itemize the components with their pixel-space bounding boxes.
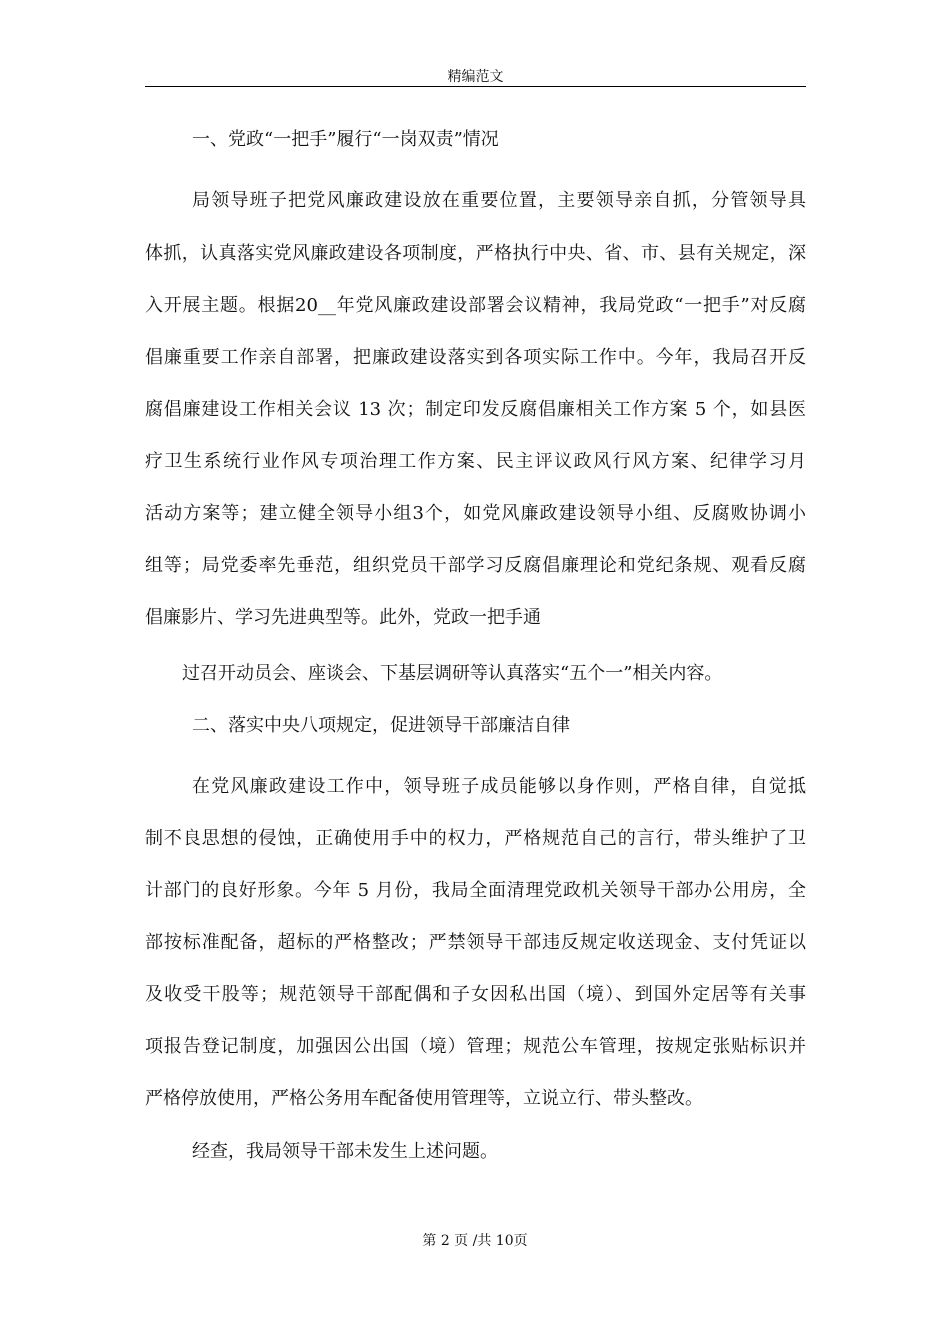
paragraph-line: 制不良思想的侵蚀，正确使用手中的权力，严格规范自己的言行，带头维护了卫 — [145, 828, 806, 849]
paragraph-line: 计部门的良好形象。今年 5 月份，我局全面清理党政机关领导干部办公用房，全 — [145, 880, 806, 901]
page-number: 第 2 页 /共 10页 — [422, 1233, 528, 1249]
paragraph-line: 腐倡廉建设工作相关会议 13 次；制定印发反腐倡廉相关工作方案 5 个，如县医 — [145, 399, 806, 420]
paragraph-line: 在党风廉政建设工作中，领导班子成员能够以身作则，严格自律，自觉抵 — [192, 776, 806, 797]
paragraph-line: 疗卫生系统行业作风专项治理工作方案、民主评议政风行风方案、纪律学习月 — [145, 451, 806, 472]
paragraph-line: 及收受干股等；规范领导干部配偶和子女因私出国（境）、到国外定居等有关事 — [145, 984, 806, 1005]
section-heading-1: 一、党政“一把手”履行“一岗双责”情况 — [192, 129, 499, 150]
paragraph-line: 体抓，认真落实党风廉政建设各项制度，严格执行中央、省、市、县有关规定，深 — [145, 243, 806, 264]
paragraph-line: 活动方案等；建立健全领导小组3个，如党风廉政建设领导小组、反腐败协调小 — [145, 503, 806, 524]
paragraph-line: 倡廉影片、学习先进典型等。此外，党政一把手通 — [145, 607, 541, 628]
paragraph-line: 组等；局党委率先垂范，组织党员干部学习反腐倡廉理论和党纪条规、观看反腐 — [145, 555, 806, 576]
page-header — [145, 70, 806, 87]
paragraph-line: 部按标准配备，超标的严格整改；严禁领导干部违反规定收送现金、支付凭证以 — [145, 932, 806, 953]
section-heading-2: 二、落实中央八项规定，促进领导干部廉洁自律 — [192, 715, 570, 736]
header-title: 精编范文 — [447, 69, 504, 85]
page-footer — [0, 1233, 950, 1249]
paragraph-4: 经查，我局领导干部未发生上述问题。 — [192, 1141, 498, 1162]
paragraph-line: 入开展主题。根据20__年党风廉政建设部署会议精神，我局党政“一把手”对反腐 — [145, 295, 806, 316]
paragraph-line: 项报告登记制度，加强因公出国（境）管理；规范公车管理，按规定张贴标识并 — [145, 1036, 806, 1057]
paragraph-2: 过召开动员会、座谈会、下基层调研等认真落实“五个一”相关内容。 — [182, 663, 723, 684]
paragraph-line: 倡廉重要工作亲自部署，把廉政建设落实到各项实际工作中。今年，我局召开反 — [145, 347, 806, 368]
paragraph-line: 严格停放使用，严格公务用车配备使用管理等，立说立行、带头整改。 — [145, 1088, 703, 1109]
paragraph-line: 局领导班子把党风廉政建设放在重要位置，主要领导亲自抓，分管领导具 — [192, 190, 806, 211]
